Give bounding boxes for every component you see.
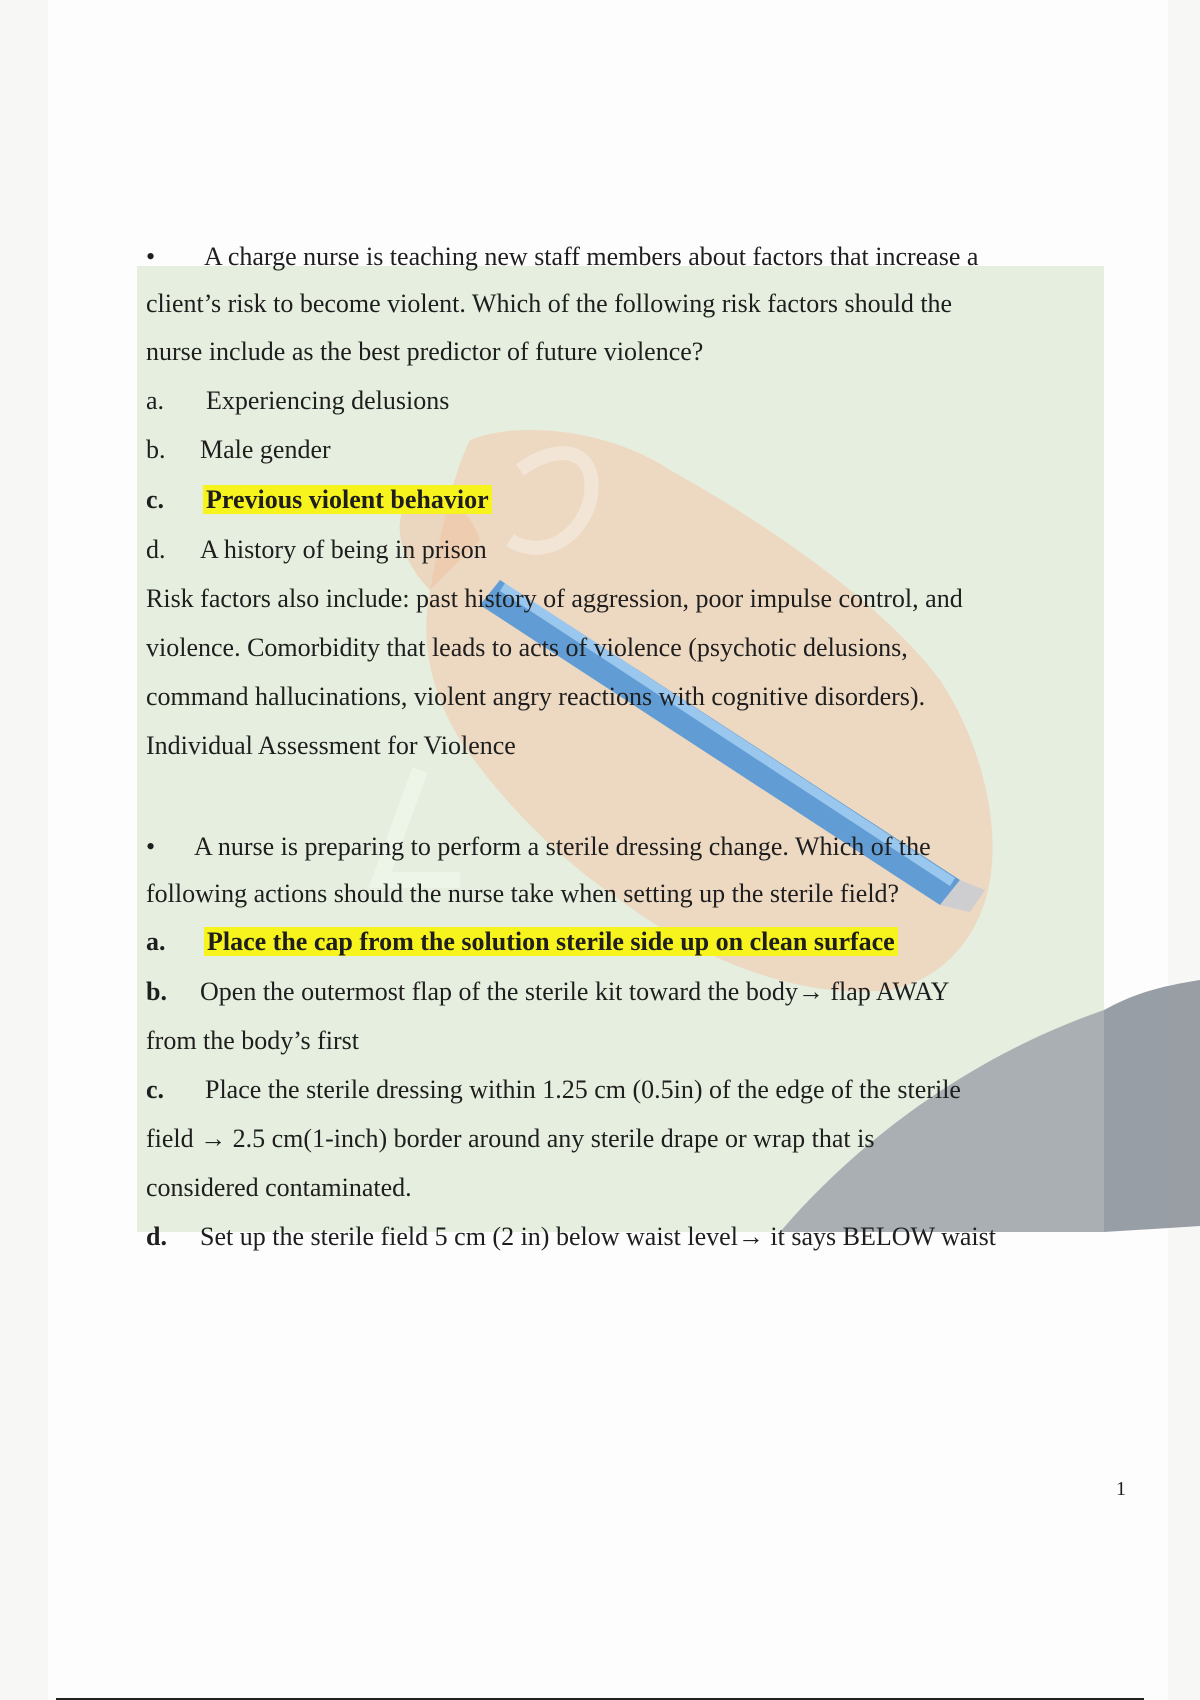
q1-explanation-line-1: Risk factors also include: past history of aggression, poor impulse control, and: [146, 584, 963, 613]
q2-option-b-continued: from the body’s first: [146, 1026, 360, 1055]
q2-option-c: c. Place the sterile dressing within 1.25 cm (0.5in) of the edge of the sterile: [146, 1075, 961, 1104]
q2-stem-line-2: following actions should the nurse take when setting up the sterile field?: [146, 879, 900, 908]
q1-stem-line-1: • A charge nurse is teaching new staff members about factors that increase a: [146, 242, 979, 271]
q1-explanation-line-3: command hallucinations, violent angry reactions with cognitive disorders).: [146, 682, 926, 711]
q1-stem-line-2: client’s risk to become violent. Which of the following risk factors should the: [146, 289, 953, 318]
q2-option-c-continued-1: field → 2.5 cm(1-inch) border around any sterile drape or wrap that is: [146, 1124, 875, 1153]
q1-explanation-line-4: Individual Assessment for Violence: [146, 731, 516, 760]
highlighted-answer: Previous violent behavior: [203, 485, 492, 514]
q1-explanation-line-2: violence. Comorbidity that leads to acts of violence (psychotic delusions,: [146, 633, 908, 662]
highlighted-answer: Place the cap from the solution sterile side up on clean surface: [204, 927, 898, 956]
q1-option-d: d. A history of being in prison: [146, 535, 487, 564]
q1-option-c-correct: c. Previous violent behavior: [146, 484, 492, 516]
q2-stem-line-1: • A nurse is preparing to perform a sterile dressing change. Which of the: [146, 832, 931, 861]
q1-stem-line-3: nurse include as the best predictor of future violence?: [146, 337, 704, 366]
q1-option-b: b. Male gender: [146, 435, 331, 464]
q2-option-c-continued-2: considered contaminated.: [146, 1173, 412, 1202]
q1-option-a: a. Experiencing delusions: [146, 386, 450, 415]
q2-option-b: b. Open the outermost flap of the sterile kit toward the body→ flap AWAY: [146, 977, 950, 1006]
bullet-icon: •: [146, 832, 156, 861]
q2-option-d: d. Set up the sterile field 5 cm (2 in) below waist level→ it says BELOW waist: [146, 1222, 996, 1251]
bullet-icon: •: [146, 242, 156, 271]
page-number: 1: [1116, 1478, 1126, 1500]
q2-option-a-correct: a. Place the cap from the solution sterile side up on clean surface: [146, 926, 898, 958]
